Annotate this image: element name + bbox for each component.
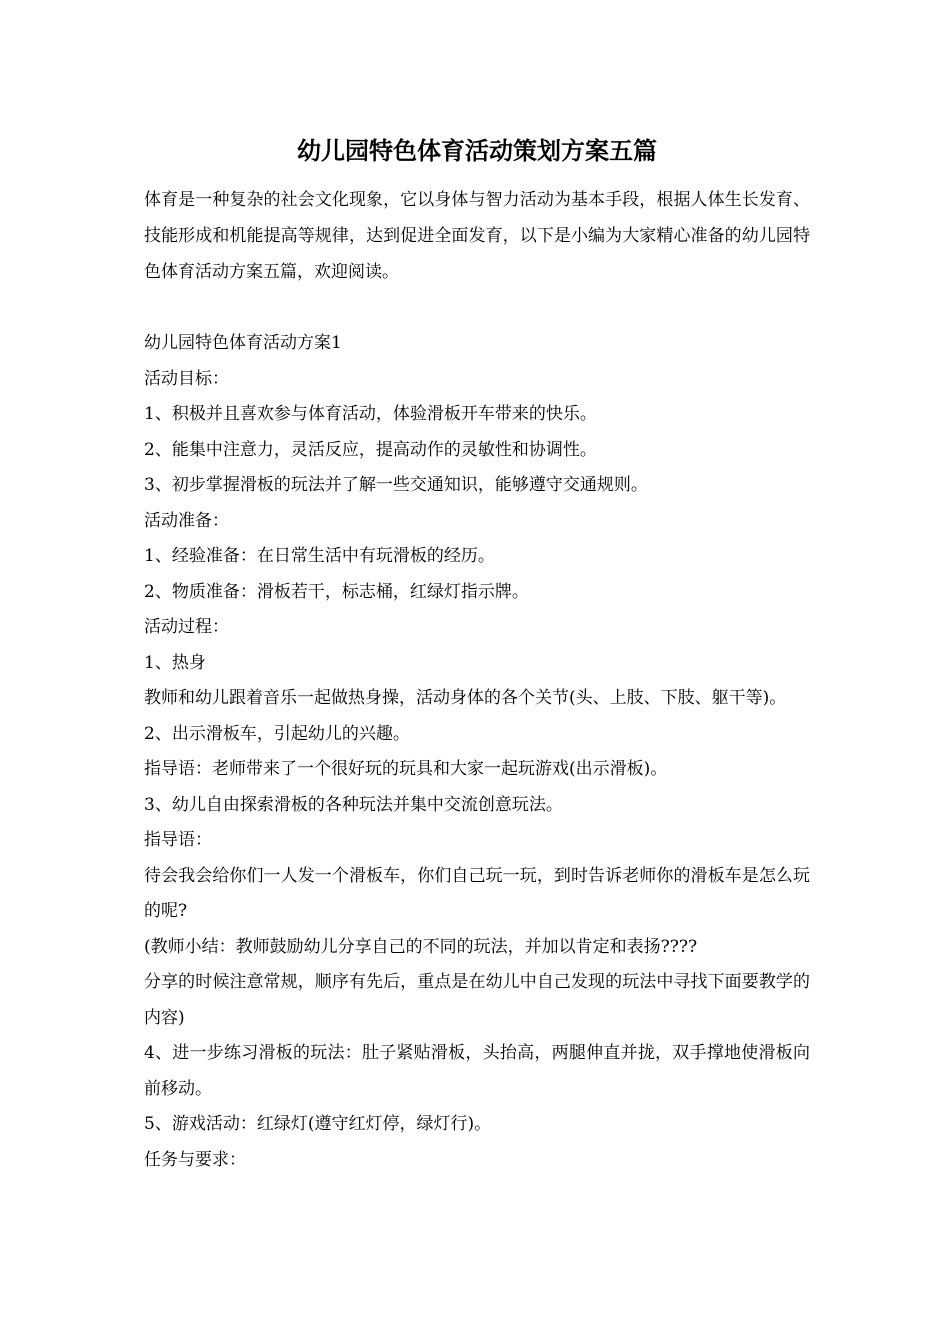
body-paragraph: 3、幼儿自由探索滑板的各种玩法并集中交流创意玩法。	[144, 794, 563, 815]
body-paragraph: 5、游戏活动：红绿灯(遵守红灯停，绿灯行)。	[144, 1114, 492, 1134]
intro-paragraph: 体育是一种复杂的社会文化现象，它以身体与智力活动为基本手段，根据人体生长发育、技能形成和机能提高等规律，达到促进全面发育，以下是小编为大家精心准备的幼儿园特色体育活动方案五篇，欢迎阅读。	[144, 190, 810, 282]
document-title: 幼儿园特色体育活动策划方案五篇	[297, 136, 657, 165]
body-paragraph: 分享的时候注意常规，顺序有先后，重点是在幼儿中自己发现的玩法中寻找下面要教学的内容)	[144, 972, 810, 1028]
body-paragraph: 活动过程：	[144, 617, 229, 637]
document-page	[144, 0, 810, 1344]
body-paragraph: 1、经验准备：在日常生活中有玩滑板的经历。	[144, 546, 495, 566]
body-paragraph: 指导语：老师带来了一个很好玩的玩具和大家一起玩游戏(出示滑板)。	[144, 759, 668, 779]
body-paragraph: 任务与要求：	[144, 1149, 246, 1170]
body-paragraph: 1、热身	[144, 652, 206, 673]
body-paragraph: 待会我会给你们一人发一个滑板车，你们自己玩一玩，到时告诉老师你的滑板车是怎么玩的呢?	[144, 865, 810, 921]
body-paragraph: 指导语：	[144, 830, 212, 850]
body-paragraph: 活动目标：	[144, 368, 229, 389]
body-paragraph: 幼儿园特色体育活动方案1	[144, 333, 342, 353]
body-paragraph: (教师小结：教师鼓励幼儿分享自己的不同的玩法，并加以肯定和表扬????	[144, 936, 698, 957]
body-paragraph: 3、初步掌握滑板的玩法并了解一些交通知识，能够遵守交通规则。	[144, 475, 648, 495]
body-paragraph: 2、能集中注意力，灵活反应，提高动作的灵敏性和协调性。	[144, 439, 597, 460]
body-paragraph: 1、积极并且喜欢参与体育活动，体验滑板开车带来的快乐。	[144, 404, 597, 424]
body-paragraph: 活动准备：	[144, 510, 229, 531]
document-body	[144, 326, 810, 1178]
body-paragraph: 4、进一步练习滑板的玩法：肚子紧贴滑板，头抬高，两腿伸直并拢，双手撑地使滑板向前移动。	[144, 1043, 810, 1099]
body-paragraph: 教师和幼儿跟着音乐一起做热身操，活动身体的各个关节(头、上肢、下肢、躯干等)。	[144, 688, 787, 708]
body-paragraph: 2、出示滑板车，引起幼儿的兴趣。	[144, 723, 410, 744]
body-paragraph: 2、物质准备：滑板若干，标志桶，红绿灯指示牌。	[144, 581, 529, 602]
